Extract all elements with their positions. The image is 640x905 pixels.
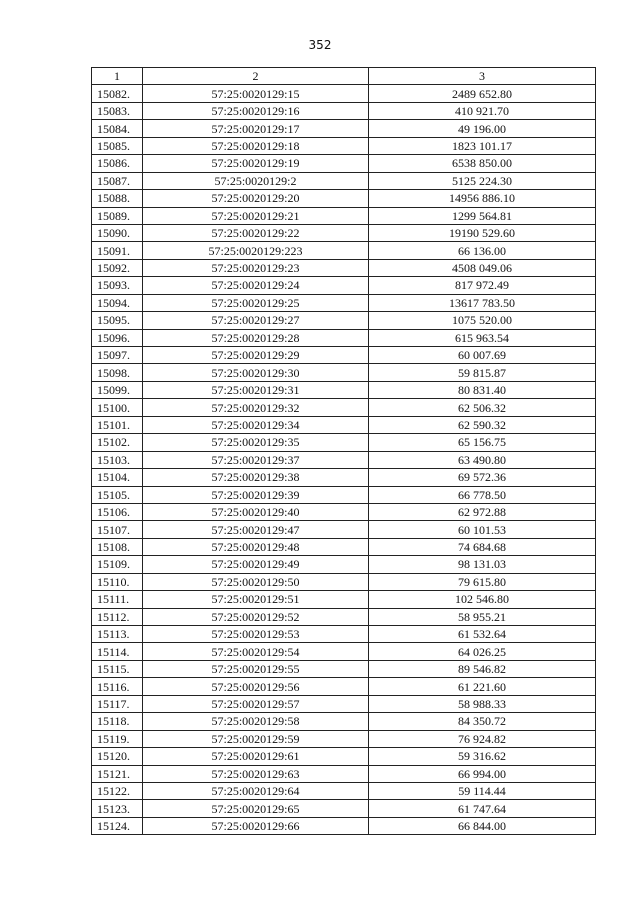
- table-row: [92, 573, 596, 590]
- cadastral-number-cell: 57:25:0020129:37: [143, 451, 369, 468]
- table-row: [92, 556, 596, 573]
- table-row: [92, 259, 596, 276]
- table-row: [92, 748, 596, 765]
- table-row: [92, 207, 596, 224]
- row-number-cell: 15096.: [92, 329, 143, 346]
- page-number: 352: [308, 38, 332, 52]
- table-row: [92, 765, 596, 782]
- cadastral-number-cell: 57:25:0020129:223: [143, 242, 369, 259]
- value-cell: 60 007.69: [369, 347, 596, 364]
- value-cell: 1075 520.00: [369, 312, 596, 329]
- row-number-cell: 15101.: [92, 416, 143, 433]
- value-cell: 66 994.00: [369, 765, 596, 782]
- cadastral-number-cell: 57:25:0020129:54: [143, 643, 369, 660]
- value-cell: 615 963.54: [369, 329, 596, 346]
- table-row: [92, 277, 596, 294]
- table-row: [92, 713, 596, 730]
- value-cell: 76 924.82: [369, 730, 596, 747]
- row-number-cell: 15091.: [92, 242, 143, 259]
- cadastral-number-cell: 57:25:0020129:61: [143, 748, 369, 765]
- column-header-2: 2: [143, 68, 369, 85]
- value-cell: 74 684.68: [369, 538, 596, 555]
- value-cell: 19190 529.60: [369, 224, 596, 241]
- row-number-cell: 15100.: [92, 399, 143, 416]
- cadastral-number-cell: 57:25:0020129:64: [143, 782, 369, 799]
- value-cell: 80 831.40: [369, 381, 596, 398]
- value-cell: 59 114.44: [369, 782, 596, 799]
- cadastral-number-cell: 57:25:0020129:20: [143, 190, 369, 207]
- value-cell: 66 778.50: [369, 486, 596, 503]
- table-row: [92, 381, 596, 398]
- data-table: [91, 67, 596, 835]
- table-body: [92, 85, 596, 835]
- cadastral-number-cell: 57:25:0020129:40: [143, 503, 369, 520]
- row-number-cell: 15084.: [92, 120, 143, 137]
- row-number-cell: 15088.: [92, 190, 143, 207]
- row-number-cell: 15092.: [92, 259, 143, 276]
- table-row: [92, 242, 596, 259]
- row-number-cell: 15121.: [92, 765, 143, 782]
- row-number-cell: 15085.: [92, 137, 143, 154]
- table-row: [92, 660, 596, 677]
- table-row: [92, 678, 596, 695]
- row-number-cell: 15082.: [92, 85, 143, 102]
- column-header-1: 1: [92, 68, 143, 85]
- table-row: [92, 486, 596, 503]
- row-number-cell: 15102.: [92, 434, 143, 451]
- row-number-cell: 15122.: [92, 782, 143, 799]
- table-row: [92, 591, 596, 608]
- cadastral-number-cell: 57:25:0020129:39: [143, 486, 369, 503]
- table-row: [92, 399, 596, 416]
- row-number-cell: 15107.: [92, 521, 143, 538]
- row-number-cell: 15099.: [92, 381, 143, 398]
- row-number-cell: 15095.: [92, 312, 143, 329]
- row-number-cell: 15097.: [92, 347, 143, 364]
- table-row: [92, 416, 596, 433]
- table-row: [92, 469, 596, 486]
- row-number-cell: 15098.: [92, 364, 143, 381]
- cadastral-number-cell: 57:25:0020129:27: [143, 312, 369, 329]
- value-cell: 59 316.62: [369, 748, 596, 765]
- table-row: [92, 224, 596, 241]
- row-number-cell: 15103.: [92, 451, 143, 468]
- cadastral-number-cell: 57:25:0020129:49: [143, 556, 369, 573]
- table-row: [92, 451, 596, 468]
- row-number-cell: 15093.: [92, 277, 143, 294]
- value-cell: 59 815.87: [369, 364, 596, 381]
- cadastral-number-cell: 57:25:0020129:35: [143, 434, 369, 451]
- cadastral-number-cell: 57:25:0020129:66: [143, 817, 369, 834]
- value-cell: 61 221.60: [369, 678, 596, 695]
- cadastral-number-cell: 57:25:0020129:22: [143, 224, 369, 241]
- value-cell: 63 490.80: [369, 451, 596, 468]
- table-row: [92, 695, 596, 712]
- table-row: [92, 102, 596, 119]
- cadastral-number-cell: 57:25:0020129:25: [143, 294, 369, 311]
- value-cell: 61 532.64: [369, 626, 596, 643]
- value-cell: 5125 224.30: [369, 172, 596, 189]
- cadastral-number-cell: 57:25:0020129:47: [143, 521, 369, 538]
- table-row: [92, 782, 596, 799]
- cadastral-number-cell: 57:25:0020129:15: [143, 85, 369, 102]
- row-number-cell: 15111.: [92, 591, 143, 608]
- row-number-cell: 15124.: [92, 817, 143, 834]
- row-number-cell: 15108.: [92, 538, 143, 555]
- row-number-cell: 15116.: [92, 678, 143, 695]
- value-cell: 79 615.80: [369, 573, 596, 590]
- value-cell: 1299 564.81: [369, 207, 596, 224]
- table-row: [92, 626, 596, 643]
- row-number-cell: 15110.: [92, 573, 143, 590]
- cadastral-number-cell: 57:25:0020129:17: [143, 120, 369, 137]
- column-header-3: 3: [369, 68, 596, 85]
- table-row: [92, 503, 596, 520]
- cadastral-number-cell: 57:25:0020129:51: [143, 591, 369, 608]
- cadastral-number-cell: 57:25:0020129:21: [143, 207, 369, 224]
- value-cell: 58 955.21: [369, 608, 596, 625]
- cadastral-number-cell: 57:25:0020129:34: [143, 416, 369, 433]
- table-row: [92, 434, 596, 451]
- value-cell: 6538 850.00: [369, 155, 596, 172]
- row-number-cell: 15118.: [92, 713, 143, 730]
- cadastral-number-cell: 57:25:0020129:30: [143, 364, 369, 381]
- value-cell: 61 747.64: [369, 800, 596, 817]
- table-row: [92, 312, 596, 329]
- table-row: [92, 643, 596, 660]
- cadastral-number-cell: 57:25:0020129:50: [143, 573, 369, 590]
- value-cell: 62 506.32: [369, 399, 596, 416]
- value-cell: 13617 783.50: [369, 294, 596, 311]
- cadastral-number-cell: 57:25:0020129:23: [143, 259, 369, 276]
- row-number-cell: 15083.: [92, 102, 143, 119]
- cadastral-number-cell: 57:25:0020129:55: [143, 660, 369, 677]
- table-row: [92, 120, 596, 137]
- row-number-cell: 15117.: [92, 695, 143, 712]
- table-row: [92, 155, 596, 172]
- value-cell: 102 546.80: [369, 591, 596, 608]
- table-row: [92, 190, 596, 207]
- row-number-cell: 15115.: [92, 660, 143, 677]
- cadastral-number-cell: 57:25:0020129:31: [143, 381, 369, 398]
- table-row: [92, 521, 596, 538]
- table-row: [92, 608, 596, 625]
- row-number-cell: 15087.: [92, 172, 143, 189]
- value-cell: 66 136.00: [369, 242, 596, 259]
- cadastral-number-cell: 57:25:0020129:56: [143, 678, 369, 695]
- value-cell: 89 546.82: [369, 660, 596, 677]
- row-number-cell: 15089.: [92, 207, 143, 224]
- table-row: [92, 817, 596, 834]
- value-cell: 1823 101.17: [369, 137, 596, 154]
- table-row: [92, 730, 596, 747]
- cadastral-number-cell: 57:25:0020129:53: [143, 626, 369, 643]
- value-cell: 65 156.75: [369, 434, 596, 451]
- row-number-cell: 15114.: [92, 643, 143, 660]
- cadastral-number-cell: 57:25:0020129:57: [143, 695, 369, 712]
- value-cell: 2489 652.80: [369, 85, 596, 102]
- cadastral-number-cell: 57:25:0020129:32: [143, 399, 369, 416]
- value-cell: 58 988.33: [369, 695, 596, 712]
- row-number-cell: 15106.: [92, 503, 143, 520]
- row-number-cell: 15109.: [92, 556, 143, 573]
- row-number-cell: 15119.: [92, 730, 143, 747]
- table-row: [92, 364, 596, 381]
- value-cell: 60 101.53: [369, 521, 596, 538]
- cadastral-number-cell: 57:25:0020129:16: [143, 102, 369, 119]
- cadastral-number-cell: 57:25:0020129:29: [143, 347, 369, 364]
- table-row: [92, 538, 596, 555]
- row-number-cell: 15123.: [92, 800, 143, 817]
- table-row: [92, 329, 596, 346]
- cadastral-number-cell: 57:25:0020129:19: [143, 155, 369, 172]
- cadastral-number-cell: 57:25:0020129:38: [143, 469, 369, 486]
- cadastral-number-cell: 57:25:0020129:18: [143, 137, 369, 154]
- row-number-cell: 15086.: [92, 155, 143, 172]
- row-number-cell: 15105.: [92, 486, 143, 503]
- cadastral-number-cell: 57:25:0020129:52: [143, 608, 369, 625]
- value-cell: 410 921.70: [369, 102, 596, 119]
- cadastral-number-cell: 57:25:0020129:65: [143, 800, 369, 817]
- value-cell: 66 844.00: [369, 817, 596, 834]
- header-row: [92, 68, 596, 85]
- table-row: [92, 347, 596, 364]
- row-number-cell: 15094.: [92, 294, 143, 311]
- value-cell: 62 972.88: [369, 503, 596, 520]
- cadastral-number-cell: 57:25:0020129:24: [143, 277, 369, 294]
- row-number-cell: 15090.: [92, 224, 143, 241]
- value-cell: 14956 886.10: [369, 190, 596, 207]
- value-cell: 817 972.49: [369, 277, 596, 294]
- table-header: [92, 68, 596, 85]
- value-cell: 4508 049.06: [369, 259, 596, 276]
- value-cell: 62 590.32: [369, 416, 596, 433]
- table-row: [92, 137, 596, 154]
- cadastral-number-cell: 57:25:0020129:63: [143, 765, 369, 782]
- value-cell: 64 026.25: [369, 643, 596, 660]
- cadastral-number-cell: 57:25:0020129:28: [143, 329, 369, 346]
- cadastral-number-cell: 57:25:0020129:48: [143, 538, 369, 555]
- cadastral-number-cell: 57:25:0020129:2: [143, 172, 369, 189]
- table-row: [92, 85, 596, 102]
- value-cell: 69 572.36: [369, 469, 596, 486]
- table-row: [92, 172, 596, 189]
- table-row: [92, 800, 596, 817]
- row-number-cell: 15112.: [92, 608, 143, 625]
- cadastral-number-cell: 57:25:0020129:58: [143, 713, 369, 730]
- value-cell: 98 131.03: [369, 556, 596, 573]
- row-number-cell: 15104.: [92, 469, 143, 486]
- value-cell: 49 196.00: [369, 120, 596, 137]
- row-number-cell: 15113.: [92, 626, 143, 643]
- row-number-cell: 15120.: [92, 748, 143, 765]
- value-cell: 84 350.72: [369, 713, 596, 730]
- cadastral-number-cell: 57:25:0020129:59: [143, 730, 369, 747]
- table-row: [92, 294, 596, 311]
